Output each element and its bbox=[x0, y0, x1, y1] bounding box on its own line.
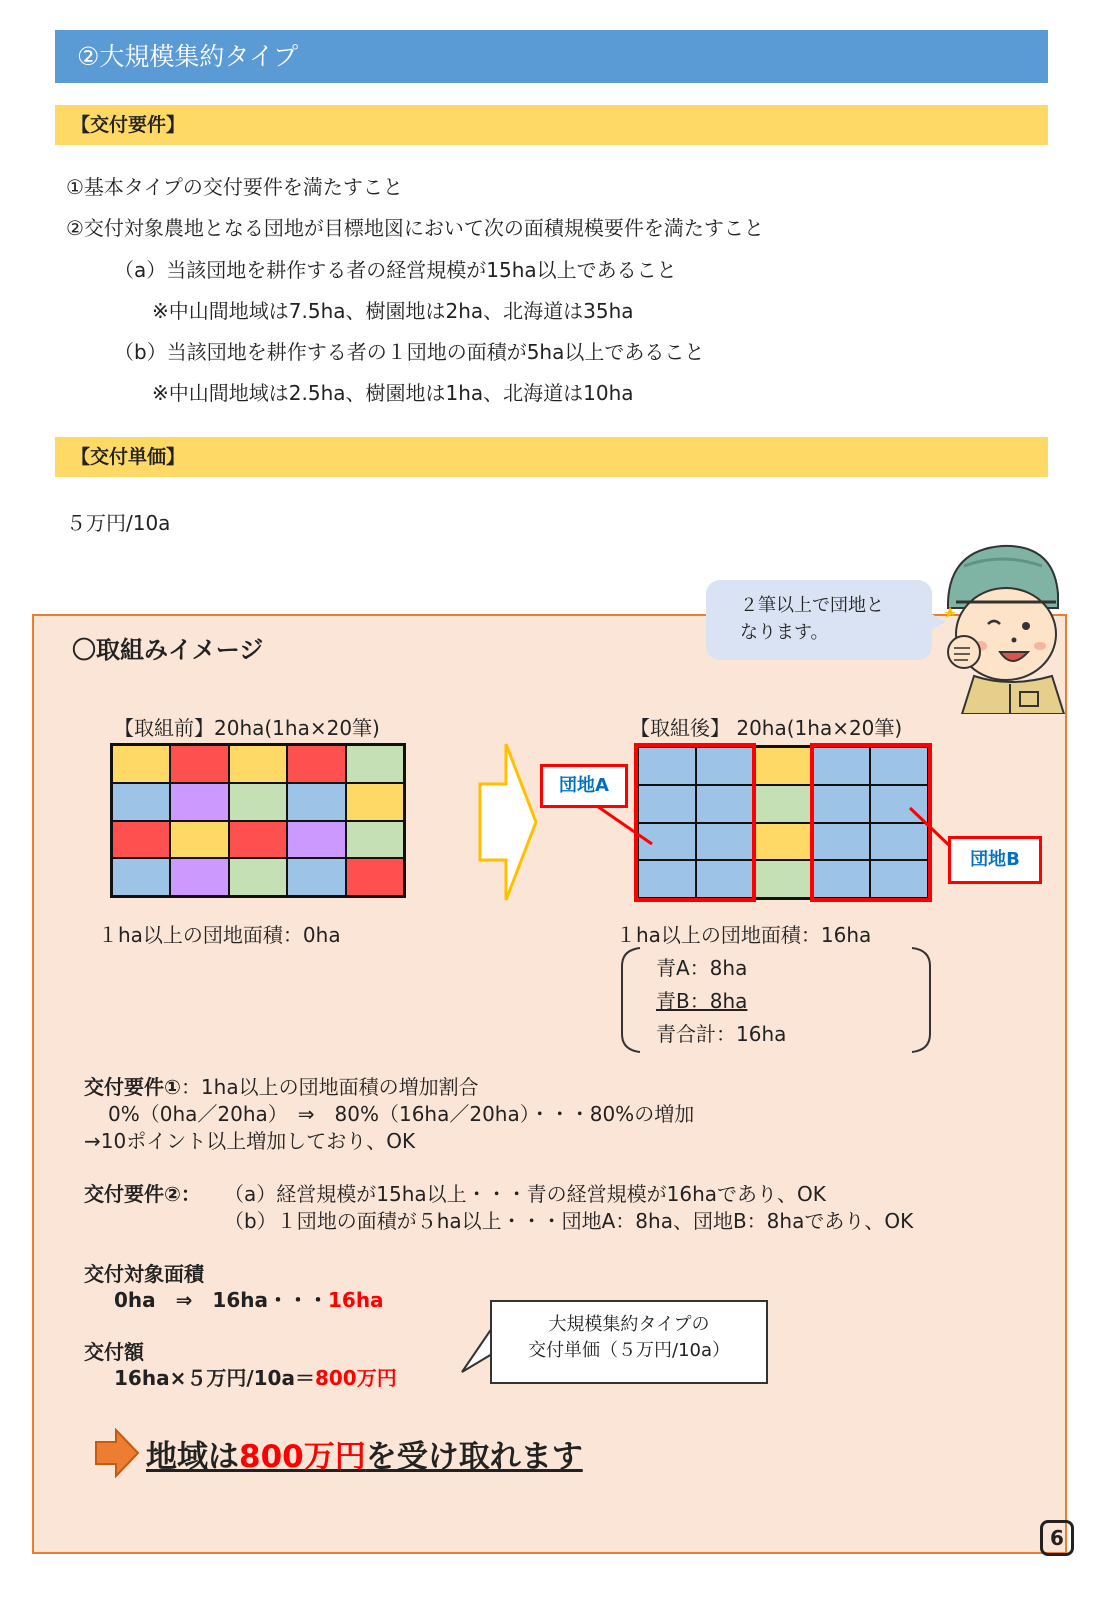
bubble-line-2: なります。 bbox=[740, 622, 829, 643]
page-number: 6 bbox=[1040, 1520, 1074, 1556]
orange-arrow-icon bbox=[94, 1428, 140, 1478]
danchi-a-label: 団地A bbox=[540, 764, 628, 808]
requirement-2: ②交付対象農地となる団地が目標地図において次の面積規模要件を満たすこと bbox=[66, 216, 764, 240]
conclusion-post: を受け取れます bbox=[365, 1439, 583, 1475]
amount-text: 16ha×５万円/10a＝ bbox=[114, 1366, 315, 1390]
req1-label: 交付要件① bbox=[84, 1075, 181, 1099]
bubble-line-1: ２筆以上で団地と bbox=[740, 595, 884, 616]
conclusion-pre: 地域は bbox=[146, 1439, 239, 1475]
conclusion bbox=[146, 1431, 583, 1476]
amount-label: 交付額 bbox=[84, 1340, 144, 1364]
requirement-1: ①基本タイプの交付要件を満たすこと bbox=[66, 175, 403, 199]
conclusion-amount: 800万円 bbox=[239, 1439, 366, 1475]
requirements-heading: 【交付要件】 bbox=[55, 105, 1048, 145]
danchi-b-label: 団地B bbox=[948, 836, 1042, 884]
req1-calc: 0%（0ha／20ha） ⇒ 80%（16ha／20ha）・・・80%の増加 bbox=[108, 1102, 695, 1126]
req2-b: （b）１団地の面積が５ha以上・・・団地A：8ha、団地B：8haであり、OK bbox=[224, 1209, 914, 1233]
before-area: １ha以上の団地面積：0ha bbox=[98, 923, 341, 947]
blue-b-area: 青B：8ha bbox=[656, 989, 748, 1013]
requirement-2a-note: ※中山間地域は7.5ha、樹園地は2ha、北海道は35ha bbox=[152, 299, 634, 323]
blue-total-area: 青合計：16ha bbox=[656, 1022, 787, 1046]
requirement-2b: （b）当該団地を耕作する者の１団地の面積が5ha以上であること bbox=[114, 340, 705, 364]
amount-result: 800万円 bbox=[314, 1366, 397, 1390]
req1-result: →10ポイント以上増加しており、OK bbox=[84, 1129, 416, 1153]
req2-label: 交付要件②： bbox=[84, 1182, 201, 1206]
page-title: ②大規模集約タイプ bbox=[55, 30, 1048, 83]
farmer-character-icon bbox=[940, 536, 1070, 714]
target-area-text: 0ha ⇒ 16ha・・・ bbox=[114, 1288, 328, 1312]
requirement-2a: （a）当該団地を耕作する者の経営規模が15ha以上であること bbox=[114, 258, 677, 282]
callout-line-2: 交付単価（５万円/10a） bbox=[528, 1340, 730, 1361]
unit-price-callout bbox=[490, 1300, 768, 1384]
callout-line-1: 大規模集約タイプの bbox=[548, 1314, 710, 1335]
target-area-label: 交付対象面積 bbox=[84, 1262, 204, 1286]
target-area-result: 16ha bbox=[327, 1288, 384, 1312]
before-label: 【取組前】20ha(1ha×20筆) bbox=[114, 716, 380, 740]
target-area-calc bbox=[114, 1284, 384, 1313]
speech-bubble bbox=[706, 580, 932, 660]
blue-a-area: 青A：8ha bbox=[656, 956, 748, 980]
after-label: 【取組後】 20ha(1ha×20筆) bbox=[630, 716, 903, 740]
unit-price-value: ５万円/10a bbox=[66, 511, 171, 535]
req1-text: ：1ha以上の団地面積の増加割合 bbox=[180, 1075, 479, 1099]
unit-price-heading: 【交付単価】 bbox=[55, 437, 1048, 477]
after-area: １ha以上の団地面積：16ha bbox=[616, 923, 872, 947]
requirement-2b-note: ※中山間地域は2.5ha、樹園地は1ha、北海道は10ha bbox=[152, 381, 634, 405]
req1-heading bbox=[84, 1071, 479, 1100]
image-panel bbox=[32, 614, 1067, 1554]
req2-a: （a）経営規模が15ha以上・・・青の経営規模が16haであり、OK bbox=[224, 1182, 826, 1206]
amount-calc bbox=[114, 1362, 397, 1391]
image-title: 〇取組みイメージ bbox=[72, 636, 264, 664]
